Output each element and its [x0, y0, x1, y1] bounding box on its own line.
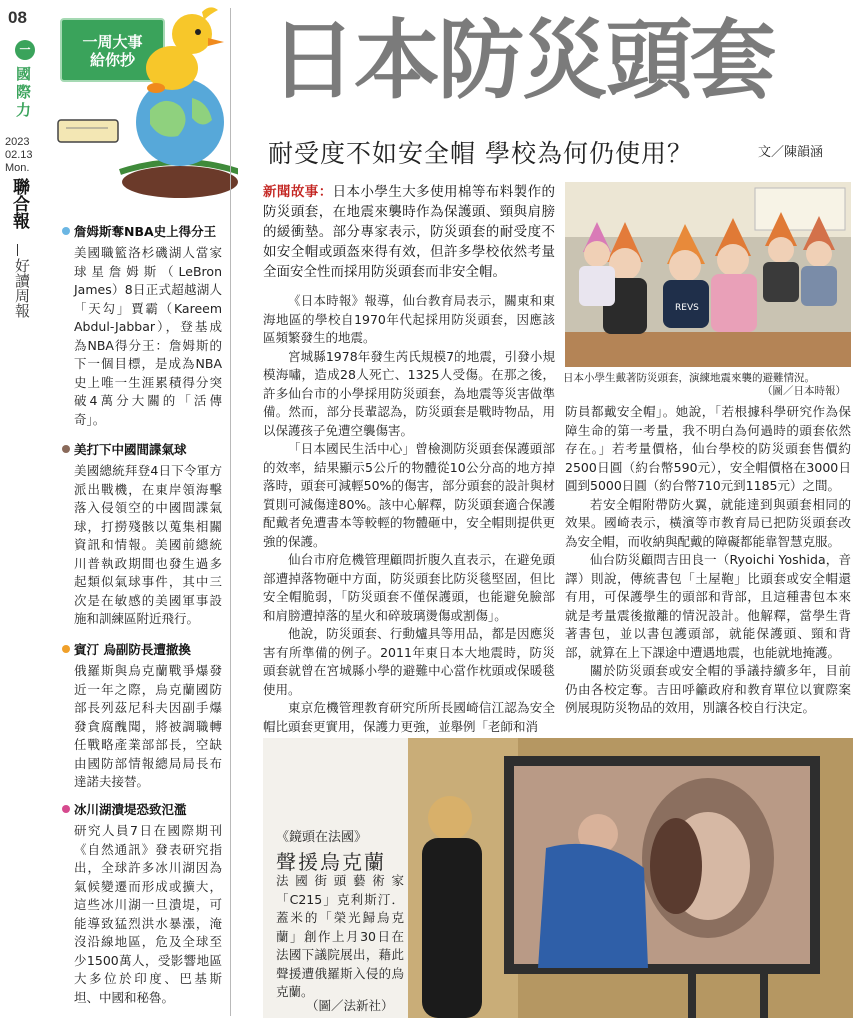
issue-year: 2023 [5, 136, 30, 148]
article-paragraph: 他說，防災頭套、行動爐具等用品，都是因應災害有所準備的例子。2011年東日本大地震時，防災頭套就曾在宮城縣小學的避難中心當作枕頭或保暖毯使用。 [263, 626, 555, 697]
globe-base [122, 166, 238, 198]
article-paragraph: 仙台防災顧問吉田良一（Ryoichi Yoshida，音譯）則說，傳統書包「土屋鞄」比頭套或安全帽還有用，可保護學生的頭部和背部，且這種書包本來就是考量震後撤離的情況設計。他解釋，當學生背著書包，並以書包護頭部，就能保護頭、頸和背部，就算在上下課途中遭遇地震，也能就地掩護。 [565, 552, 851, 660]
issue-month-day: 02.13 [5, 149, 33, 161]
bottom-heading: 《鏡頭在法國》 [276, 830, 368, 845]
article-paragraph: 「日本國民生活中心」曾檢測防災頭套保護頭部的效率，結果顯示5公斤的物體從10公分高的地方掉落時，頭套可減輕50%的傷害，部分頭套的設計與材質則可減傷達80%。該中心解釋，防災頭套適合保護配戴者免遭書本等較輕的物體砸中，安全帽則提供更強的保護。 [263, 441, 555, 549]
bullet-dot-icon [62, 805, 70, 813]
lede-tag: 新聞故事： [263, 184, 333, 200]
promo-line2: 給你抄 [89, 51, 135, 69]
brief-item [62, 222, 222, 429]
page-number: 08 [8, 8, 27, 27]
issue-date [5, 136, 33, 175]
article-paragraph: 若安全帽附帶防火翼，就能達到與頭套相同的效果。國崎表示，橫濱等市教育局已把防災頭套改為安全帽，而收納與配戴的障礙都能靠智慧克服。 [565, 496, 851, 549]
article-paragraph: 關於防災頭套或安全帽的爭議持續多年，目前仍由各校定奪。吉田呼籲政府和教育單位以實際案例展現防災物品的效用，別讓各校自行決定。 [565, 663, 851, 715]
brief-title: 賓汀 烏副防長遭撤換 [74, 642, 191, 657]
photo-credit: （圖／日本時報） [762, 385, 846, 397]
brief-item [62, 440, 222, 629]
photo-shirt-text: REVS [675, 303, 699, 313]
bullet-dot-icon [62, 445, 70, 453]
article-paragraph: 仙台市府危機管理顧問折腹久直表示，在避免頭部遭掉落物砸中方面，防災頭套比防災毯堅固，但比安全帽脆弱，「防災頭套不僅保護頭，也能避免臉部和肩膀遭掉落的星火和碎玻璃燙傷或割傷」。 [263, 552, 555, 623]
bottom-credit: （圖／法新社） [306, 998, 394, 1013]
lede-text: 日本小學生大多使用棉等布料製作的防災頭套，在地震來襲時作為保護頭、頸與肩膀的緩衝墊。部分專家表示，防災頭套的耐受度不如安全帽或頭盔來得有效，但許多學校依然考量全面安全性而採用防災頭套而非安全帽。 [263, 184, 555, 280]
paris-artwork-photo [408, 738, 853, 1018]
article-paragraph: 宮城縣1978年發生芮氏規模7的地震，引發小規模海嘯，造成28人死亡、1325人受傷。在那之後，許多仙台市的小學採用防災頭套，為地震等災害做準備。然而，部分長輩認為，防災頭套是戰時物品，用以保護孩子免遭空襲傷害。 [263, 348, 555, 438]
brand-subtitle: 好讀周報 [13, 258, 31, 318]
article-paragraph: 東京危機管理教育研究所所長國崎信江認為安全帽比頭套更實用，保護力更強，並舉例「老師和消 [263, 700, 555, 734]
brief-item [62, 640, 222, 792]
brief-body: 研究人員7日在國際期刊《自然通訊》發表研究指出，全球許多冰川湖因為氣候變遷而形成或擴大，這些冰川湖一旦潰堤，可能導致猛烈洪水暴漲，淹沒沿線地區，危及全球至少1500萬人，受影響地區大多位於印度、巴基斯坦、中國和秘魯。 [74, 823, 222, 1005]
classroom-photo [565, 182, 851, 367]
section-name: 國際力 [14, 66, 32, 120]
bullet-dot-icon [62, 645, 70, 653]
brief-body: 美國總統拜登4日下令軍方派出戰機，在東岸領海擊落入侵領空的中國間諜氣球，打撈殘骸以蒐集相關資訊和情報。美國前總統川普執政期間也發生過多起類似氣球事件，其中三次是在敏感的美國軍事設施和訓練區附近飛行。 [74, 463, 222, 626]
bullet-dot-icon [62, 227, 70, 235]
brief-title: 詹姆斯奪NBA史上得分王 [74, 224, 217, 239]
brief-body: 俄羅斯與烏克蘭戰爭爆發近一年之際，烏克蘭國防部長列茲尼科夫因副手爆發貪腐醜聞，將被調職轉任戰略產業部部長，空缺由國防部情報總局局長布達諾夫接替。 [74, 663, 222, 789]
man-figure [538, 844, 648, 968]
notebook-icon [58, 120, 118, 142]
column-divider [230, 8, 231, 1016]
brief-title: 美打下中國間諜氣球 [74, 442, 187, 457]
headline-subtitle: 耐受度不如安全帽 學校為何仍使用？ [268, 139, 693, 168]
section-circle-mark: 一 [15, 40, 35, 60]
article-column-right [565, 403, 851, 718]
brief-item [62, 800, 222, 1007]
brand-logo: 聯合報 [9, 178, 29, 229]
article-lede [263, 182, 555, 282]
bottom-title: 聲援烏克蘭 [276, 850, 386, 874]
brand-rule [17, 244, 18, 256]
duck-globe-illustration [52, 2, 238, 202]
photo-caption: 日本小學生戴著防災頭套，演練地震來襲的避難情況。 [563, 372, 815, 384]
article-column-left [263, 292, 555, 736]
article-paragraph: 防員都戴安全帽」。她說，「若根據科學研究作為保障生命的第一考量，我不明白為何過時的頭套依然存在。」若考量價格，仙台學校的防災頭套售價約2500日圓（約台幣590元），安全帽價格在3000日圓到5000日圓（約台幣710元到1185元）之間。 [565, 404, 851, 493]
brief-body: 美國職籃洛杉磯湖人當家球星詹姆斯（LeBron James）8日正式超越湖人「天勾」賈霸（Kareem Abdul-Jabbar），登基成為NBA得分王：詹姆斯的下一個目標，是成為NBA史上唯一生涯累積得分突破4萬分大關的「活傳奇」。 [74, 245, 222, 427]
brief-title: 冰川湖潰堤恐致氾濫 [74, 802, 187, 817]
article-paragraph: 《日本時報》報導，仙台教育局表示，關東和東海地區的學校自1970年代起採用防災頭套，因應該區頻繁發生的地震。 [263, 293, 555, 345]
issue-weekday: Mon. [5, 162, 30, 174]
woman-figure [422, 838, 482, 1018]
author-byline: 文／陳韻涵 [758, 145, 824, 160]
promo-line1: 一周大事 [82, 33, 143, 51]
bottom-caption: 法國街頭藝術家「C215」克利斯汀．蓋米的「榮光歸烏克蘭」創作上月30日在法國下議院展出，藉此聲援遭俄羅斯入侵的烏克蘭。 [276, 873, 404, 999]
main-headline: 日本防災頭套 [270, 11, 774, 111]
